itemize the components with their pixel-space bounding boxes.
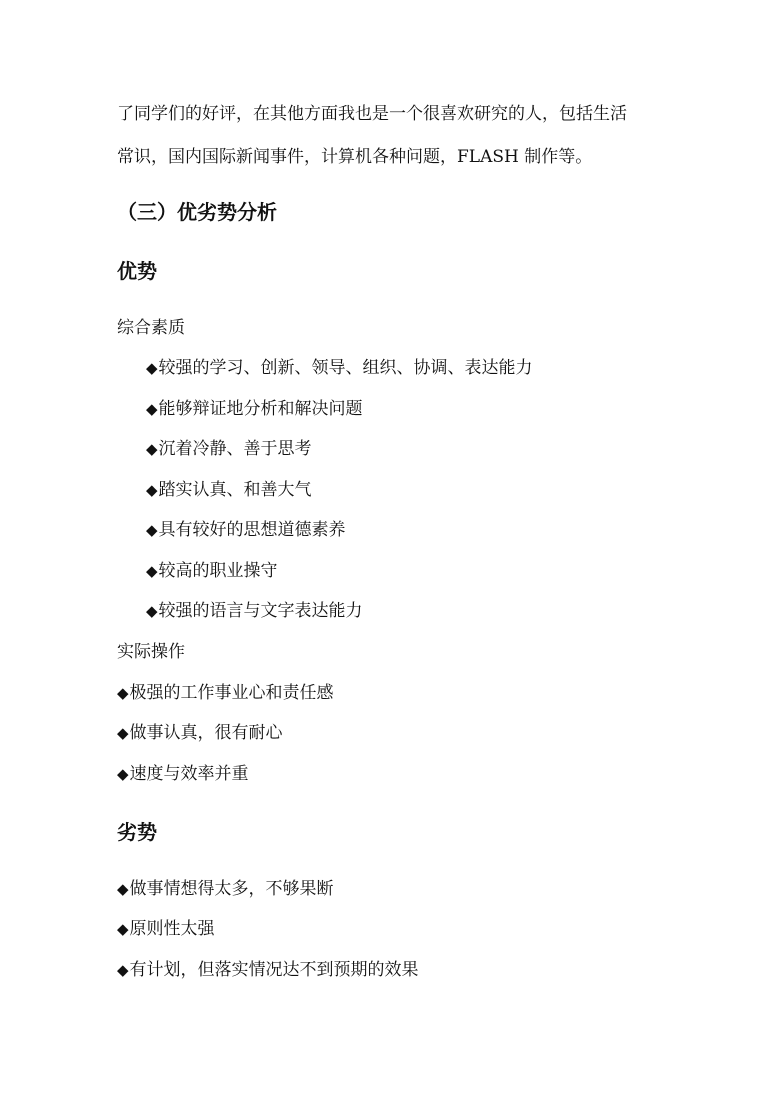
diamond-bullet-icon: ◆ — [146, 562, 158, 580]
list-item: ◆做事情想得太多，不够果断 — [117, 879, 334, 899]
weaknesses-heading: 劣势 — [117, 820, 157, 844]
section-title: （三）优劣势分析 — [117, 200, 277, 224]
diamond-bullet-icon: ◆ — [117, 765, 129, 783]
diamond-bullet-icon: ◆ — [146, 602, 158, 620]
list-item: ◆较强的学习、创新、领导、组织、协调、表达能力 — [146, 358, 533, 378]
diamond-bullet-icon: ◆ — [117, 880, 129, 898]
diamond-bullet-icon: ◆ — [146, 400, 158, 418]
list-item: ◆做事认真，很有耐心 — [117, 723, 283, 743]
list-item: ◆速度与效率并重 — [117, 764, 249, 784]
diamond-bullet-icon: ◆ — [146, 521, 158, 539]
diamond-bullet-icon: ◆ — [117, 684, 129, 702]
list-item: ◆具有较好的思想道德素养 — [146, 520, 346, 540]
list-item: ◆极强的工作事业心和责任感 — [117, 683, 334, 703]
diamond-bullet-icon: ◆ — [117, 724, 129, 742]
list-item: ◆有计划，但落实情况达不到预期的效果 — [117, 960, 419, 980]
list-item: ◆沉着冷静、善于思考 — [146, 439, 312, 459]
overall-quality-label: 综合素质 — [117, 318, 185, 338]
diamond-bullet-icon: ◆ — [117, 961, 129, 979]
list-item: ◆能够辩证地分析和解决问题 — [146, 399, 363, 419]
practical-operation-label: 实际操作 — [117, 642, 185, 662]
paragraph-line-2: 常识，国内国际新闻事件，计算机各种问题，FLASH 制作等。 — [117, 147, 593, 167]
diamond-bullet-icon: ◆ — [146, 481, 158, 499]
diamond-bullet-icon: ◆ — [146, 440, 158, 458]
list-item: ◆踏实认真、和善大气 — [146, 480, 312, 500]
diamond-bullet-icon: ◆ — [146, 359, 158, 377]
list-item: ◆较强的语言与文字表达能力 — [146, 601, 363, 621]
diamond-bullet-icon: ◆ — [117, 920, 129, 938]
list-item: ◆原则性太强 — [117, 919, 215, 939]
list-item: ◆较高的职业操守 — [146, 561, 278, 581]
paragraph-line-1: 了同学们的好评，在其他方面我也是一个很喜欢研究的人，包括生活 — [117, 104, 627, 124]
strengths-heading: 优势 — [117, 259, 157, 283]
